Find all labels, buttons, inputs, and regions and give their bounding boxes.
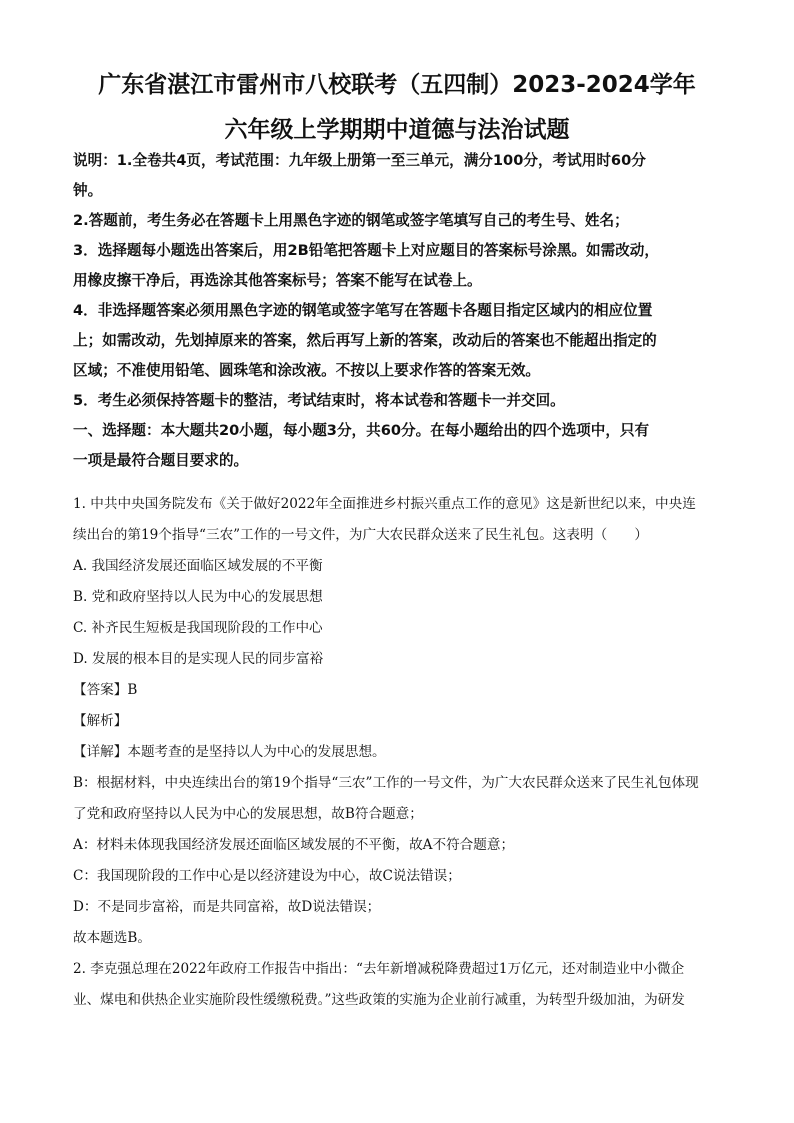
explanation-line: D：不是同步富裕，而是共同富裕，故D说法错误； — [73, 899, 381, 915]
document-title: 广东省湛江市雷州市八校联考（五四制）2023-2024学年 — [98, 72, 696, 98]
instruction-line: 钟。 — [73, 182, 103, 199]
explanation-line: B：根据材料，中央连续出台的第19个指导“三农”工作的一号文件，为广大农民群众送来了民生礼包体现 — [73, 775, 699, 791]
instruction-line: 2.答题前，考生务必在答题卡上用黑色字迹的钢笔或签字笔填写自己的考生号、姓名； — [73, 212, 629, 229]
question-text: 续出台的第19个指导“三农”工作的一号文件，为广大农民群众送来了民生礼包。这表明（ ） — [73, 527, 648, 543]
explanation-line: 故本题选B。 — [73, 930, 151, 946]
option-b: B. 党和政府坚持以人民为中心的发展思想 — [73, 589, 323, 605]
question-text: 1. 中共中央国务院发布《关于做好2022年全面推进乡村振兴重点工作的意见》这是新世纪以来，中央连 — [73, 496, 696, 512]
document-subtitle: 六年级上学期期中道德与法治试题 — [224, 117, 570, 143]
instruction-line: 3．选择题每小题选出答案后，用2B铅笔把答题卡上对应题目的答案标号涂黑。如需改动， — [73, 242, 659, 259]
question-text: 业、煤电和供热企业实施阶段性缓缴税费。”这些政策的实施为企业前行减重，为转型升级加油，为研发 — [73, 992, 685, 1008]
option-c: C. 补齐民生短板是我国现阶段的工作中心 — [73, 620, 323, 636]
option-d: D. 发展的根本目的是实现人民的同步富裕 — [73, 651, 324, 667]
answer-label: 【答案】B — [73, 682, 138, 698]
instruction-line: 上；如需改动，先划掉原来的答案，然后再写上新的答案，改动后的答案也不能超出指定的 — [73, 332, 657, 349]
explanation-line: A：材料未体现我国经济发展还面临区域发展的不平衡，故A不符合题意； — [73, 837, 515, 853]
explanation-line: C：我国现阶段的工作中心是以经济建设为中心，故C说法错误； — [73, 868, 461, 884]
option-a: A. 我国经济发展还面临区域发展的不平衡 — [73, 558, 323, 574]
instruction-line: 用橡皮擦干净后，再选涂其他答案标号；答案不能写在试卷上。 — [73, 272, 482, 289]
instruction-line: 说明：1.全卷共4页，考试范围：九年级上册第一至三单元，满分100分，考试用时60分 — [73, 152, 646, 169]
instruction-line: 区域；不准使用铅笔、圆珠笔和涂改液。不按以上要求作答的答案无效。 — [73, 362, 541, 379]
analysis-label: 【解析】 — [73, 713, 128, 729]
instruction-line: 5．考生必须保持答题卡的整洁，考试结束时，将本试卷和答题卡一并交回。 — [73, 392, 565, 409]
instruction-line: 4．非选择题答案必须用黑色字迹的钢笔或签字笔写在答题卡各题目指定区域内的相应位置 — [73, 302, 653, 319]
explanation-line: 了党和政府坚持以人民为中心的发展思想，故B符合题意； — [73, 806, 423, 822]
section-heading: 一、选择题：本大题共20小题，每小题3分，共60分。在每小题给出的四个选项中，只有 — [73, 422, 650, 439]
section-heading: 一项是最符合题目要求的。 — [73, 452, 249, 469]
explanation-line: 【详解】本题考查的是坚持以人为中心的发展思想。 — [73, 744, 386, 760]
instructions-section — [73, 146, 723, 476]
questions-section — [73, 489, 723, 1016]
question-text: 2. 李克强总理在2022年政府工作报告中指出：“去年新增减税降费超过1万亿元，还对制造业中小微企 — [73, 961, 685, 977]
